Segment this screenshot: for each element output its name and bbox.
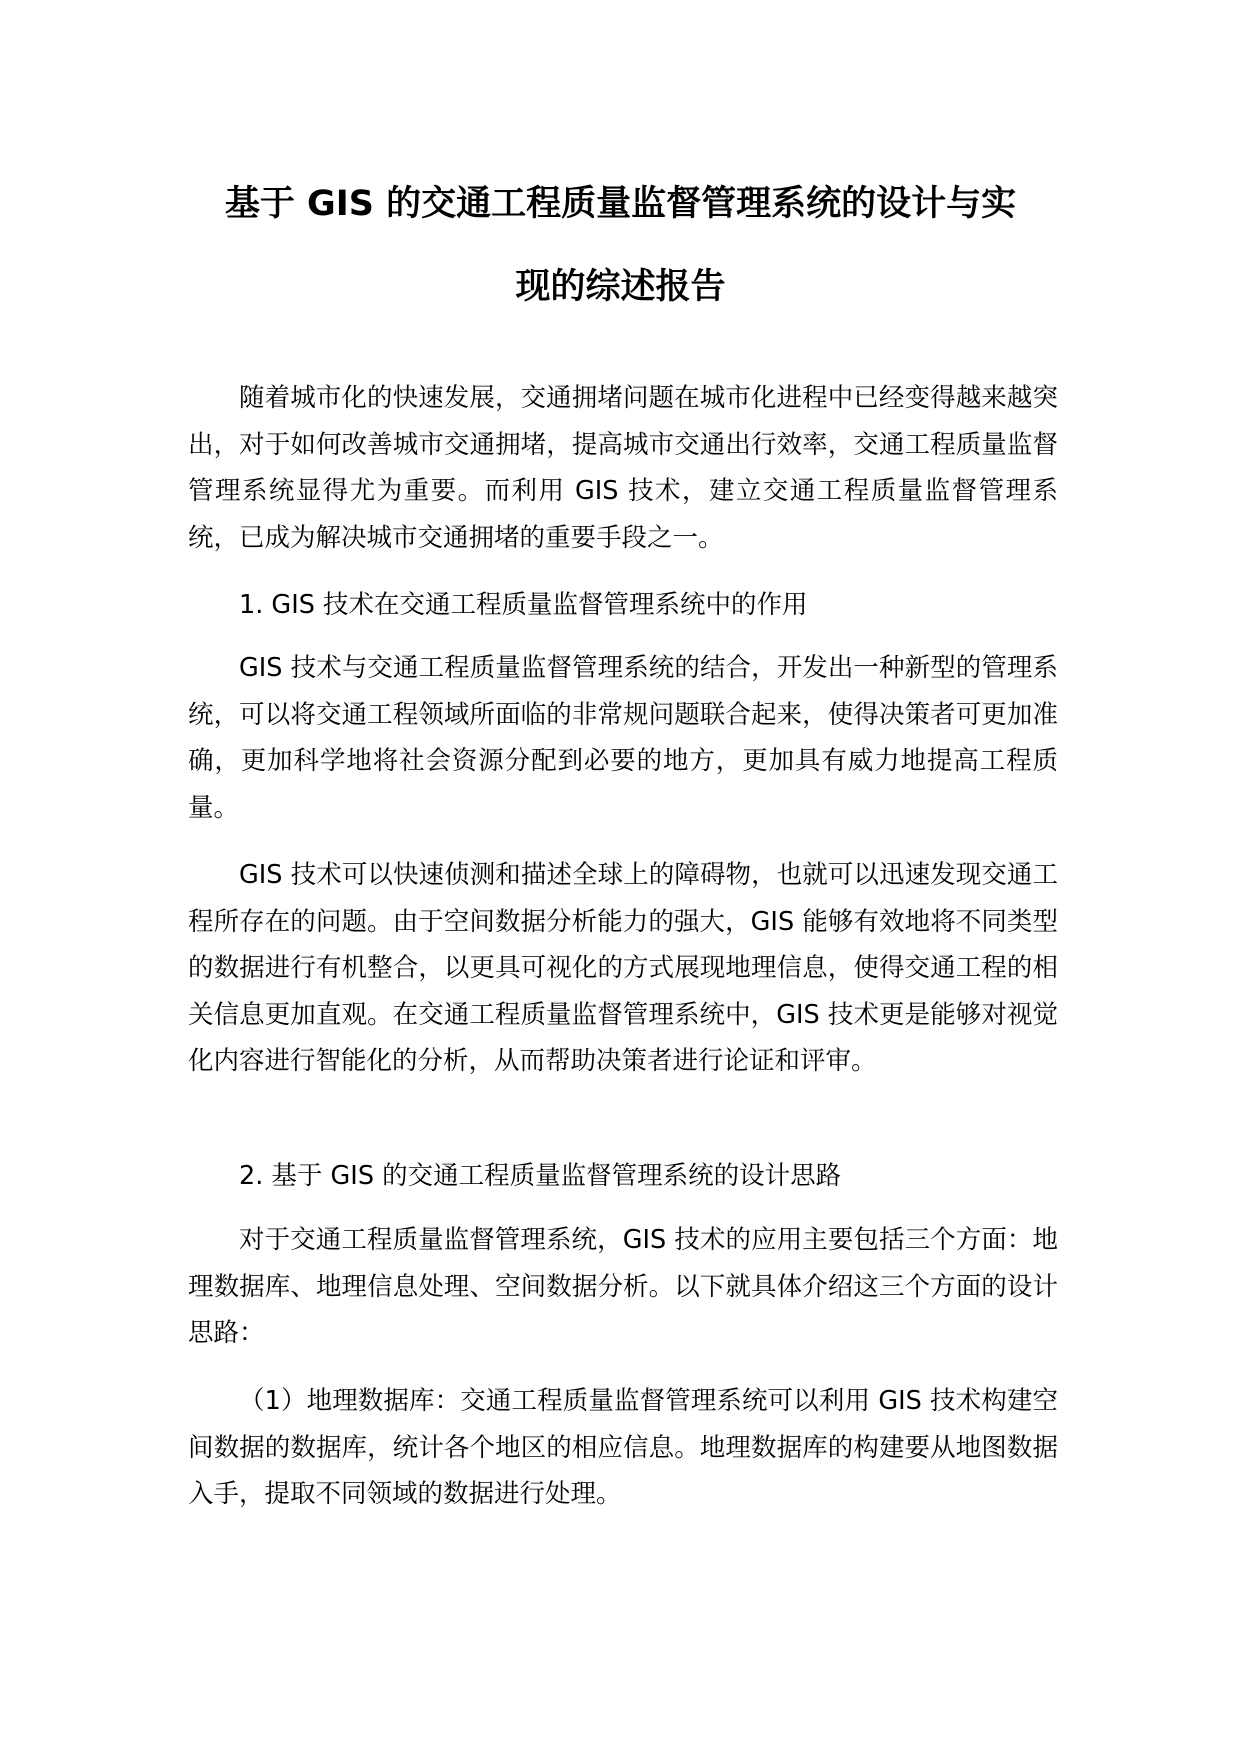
document-title-line-1: 基于 GIS 的交通工程质量监督管理系统的设计与实 (224, 184, 1017, 224)
section-2-paragraph-2: （1）地理数据库：交通工程质量监督管理系统可以利用 GIS 技术构建空间数据的数据库，统计各个地区的相应信息。地理数据库的构建要从地图数据入手，提取不同领域的数据进行处理。 (188, 1386, 1058, 1509)
intro-paragraph: 随着城市化的快速发展，交通拥堵问题在城市化进程中已经变得越来越突出，对于如何改善城市交通拥堵，提高城市交通出行效率，交通工程质量监督管理系统显得尤为重要。而利用 GIS 技术，建立交通工程质量监督管理系统，已成为解决城市交通拥堵的重要手段之一。 (188, 383, 1058, 553)
section-heading-1: 1. GIS 技术在交通工程质量监督管理系统中的作用 (239, 590, 808, 620)
section-1-paragraph-2: GIS 技术可以快速侦测和描述全球上的障碍物，也就可以迅速发现交通工程所存在的问题。由于空间数据分析能力的强大，GIS 能够有效地将不同类型的数据进行有机整合，以更具可视化的方式展现地理信息，使得交通工程的相关信息更加直观。在交通工程质量监督管理系统中，GIS 技术更是能够对视觉化内容进行智能化的分析，从而帮助决策者进行论证和评审。 (188, 860, 1058, 1076)
section-1-paragraph-1: GIS 技术与交通工程质量监督管理系统的结合，开发出一种新型的管理系统，可以将交通工程领域所面临的非常规问题联合起来，使得决策者可更加准确，更加科学地将社会资源分配到必要的地方，更加具有威力地提高工程质量。 (188, 653, 1058, 823)
section-2-paragraph-1: 对于交通工程质量监督管理系统，GIS 技术的应用主要包括三个方面：地理数据库、地理信息处理、空间数据分析。以下就具体介绍这三个方面的设计思路： (188, 1225, 1058, 1348)
section-heading-2: 2. 基于 GIS 的交通工程质量监督管理系统的设计思路 (239, 1161, 842, 1191)
document-title-line-2: 现的综述报告 (515, 267, 726, 307)
